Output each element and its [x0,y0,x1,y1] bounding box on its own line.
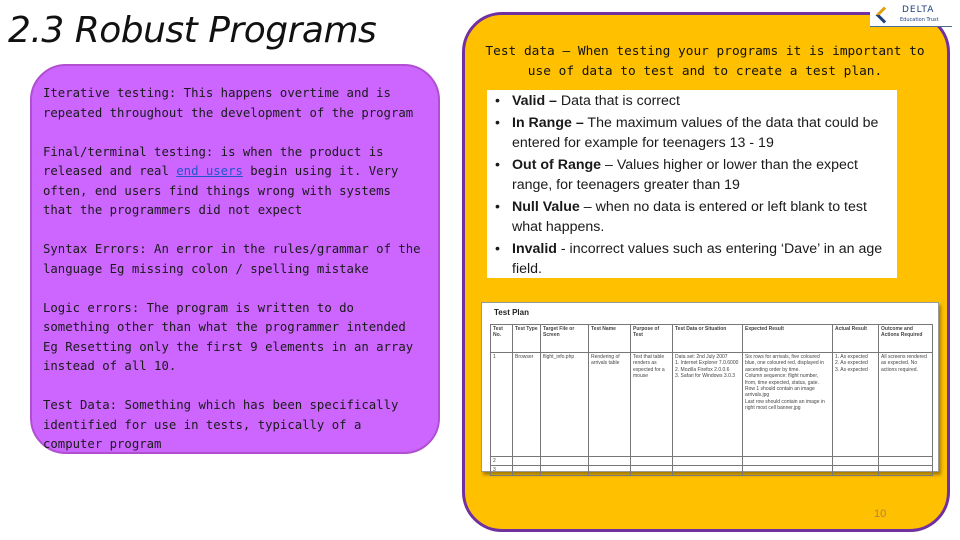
table-cell: 1. As expected 2. As expected 3. As expected [833,353,879,457]
table-cell: Browser [513,353,541,457]
column-header: Target File or Screen [541,325,589,353]
column-header: Actual Result [833,325,879,353]
definition-text: is when the product is released and real [43,144,384,178]
bullet-text: - incorrect values such as entering ‘Dave’ in an age field. [512,240,883,277]
table-cell: Data set: 2nd July 2007 1. Internet Explorer 7.0.6000 2. Mozilla Firefox 2.0.0.6 3. Safari for Windows 3.0.3 [673,353,743,457]
table-cell [631,457,673,466]
bullet-text: The maximum values of the data that could be entered for example for teenagers 13 - 19 [512,114,879,151]
list-item [493,155,887,196]
final-testing-definition [43,143,423,221]
delta-logo [870,5,952,27]
logo-tagline: Education Trust [900,17,939,23]
definition-text: Something which has been specifically identified for use in [43,398,399,432]
table-cell: 3 [491,466,513,475]
term-label: Syntax Errors: [43,242,147,256]
list-item [493,113,887,154]
table-cell: 1 [491,353,513,457]
bullet-term: Out of Range [512,156,602,173]
page-number: 10 [874,508,887,520]
definitions-text [43,84,423,474]
term-label: Final/terminal testing: [43,144,214,159]
table-cell [743,457,833,466]
logic-errors-definition [43,299,423,377]
term-label: Iterative testing: [43,86,177,100]
bullet-text: – when no data is entered or left blank to test what happens. [512,198,867,235]
column-header: Purpose of Test [631,325,673,353]
table-cell [541,466,589,475]
column-header: Outcome and Actions Required [879,325,933,353]
test-data-types-box [487,90,897,278]
end-users-link[interactable]: end users [176,164,243,178]
table-cell [833,466,879,475]
column-header: Expected Result [743,325,833,353]
table-cell [879,457,933,466]
test-plan-table [490,324,933,476]
table-cell [541,457,589,466]
table-cell: Test that table renders as expected for a mouse [631,353,673,457]
table-cell [879,466,933,475]
list-item [493,91,887,112]
test-data-types-list [487,91,897,280]
test-plan-title: Test Plan [494,308,529,317]
table-cell [673,457,743,466]
column-header: Test Name [589,325,631,353]
table-cell [743,466,833,475]
term-label: Test Data: [43,398,118,412]
column-header: Test Type [513,325,541,353]
test-data-definition [43,396,423,455]
bullet-text: – Values higher or lower than the expect range, for teenagers greater than 19 [512,156,858,193]
table-cell [513,466,541,475]
bullet-term: Invalid [512,240,557,257]
definition-text: begin using it. Very often, end users find things wrong with systems that the programmers did not expect [43,164,399,217]
slide-title: 2.3 Robust Programs [8,10,377,51]
definition-text: An error in the rules/grammar of the language Eg missing colon / spelling mistake [43,242,421,276]
bullet-term: Valid – [512,93,557,109]
table-cell [833,457,879,466]
logo-text: DELTA [902,5,935,15]
list-item [493,197,887,238]
logo-chevron-icon [876,7,893,24]
table-cell [589,466,631,475]
test-data-heading: Test data – When testing your programs it is important to use of data to test and to create a test plan. [485,44,925,79]
definition-text: The program is written to do something other than what the programmer intended Eg Resetting only the first 9 elements in an array instead of all 10. [43,300,414,373]
table-cell [589,457,631,466]
table-cell: Six rows for arrivals, five coloured blue, one coloured red, displayed in ascending order by time. Column sequence: flight number, from, time expected, status, gate. Row 1 should contain an image arrivals.jpg Last row should contain an image in right most cell banner.jpg [743,353,833,457]
term-label: Logic errors: [43,300,140,315]
bullet-term: Null Value [512,198,580,215]
table-cell: Rendering of arrivals table [589,353,631,457]
test-plan-image [481,302,939,472]
table-row [491,353,933,457]
column-header: Test Data or Situation [673,325,743,353]
definition-text: typically of a computer program [43,417,362,451]
table-cell [673,466,743,475]
table-row [491,466,933,475]
bullet-term: In Range – [512,114,584,131]
iterative-testing-definition [43,84,423,123]
definition-text: This happens overtime and is repeated throughout the development of the program [43,86,414,120]
list-item [493,239,887,280]
table-cell [631,466,673,475]
bullet-text: Data that is correct [556,93,680,109]
table-cell: All screens rendered as expected. No actions required. [879,353,933,457]
table-cell: flight_info.php [541,353,589,457]
column-header: Test No. [491,325,513,353]
definition-emphasis: tests, [205,417,251,432]
syntax-errors-definition [43,240,423,279]
table-cell: 2 [491,457,513,466]
table-cell [513,457,541,466]
table-row [491,457,933,466]
table-header-row [491,325,933,353]
